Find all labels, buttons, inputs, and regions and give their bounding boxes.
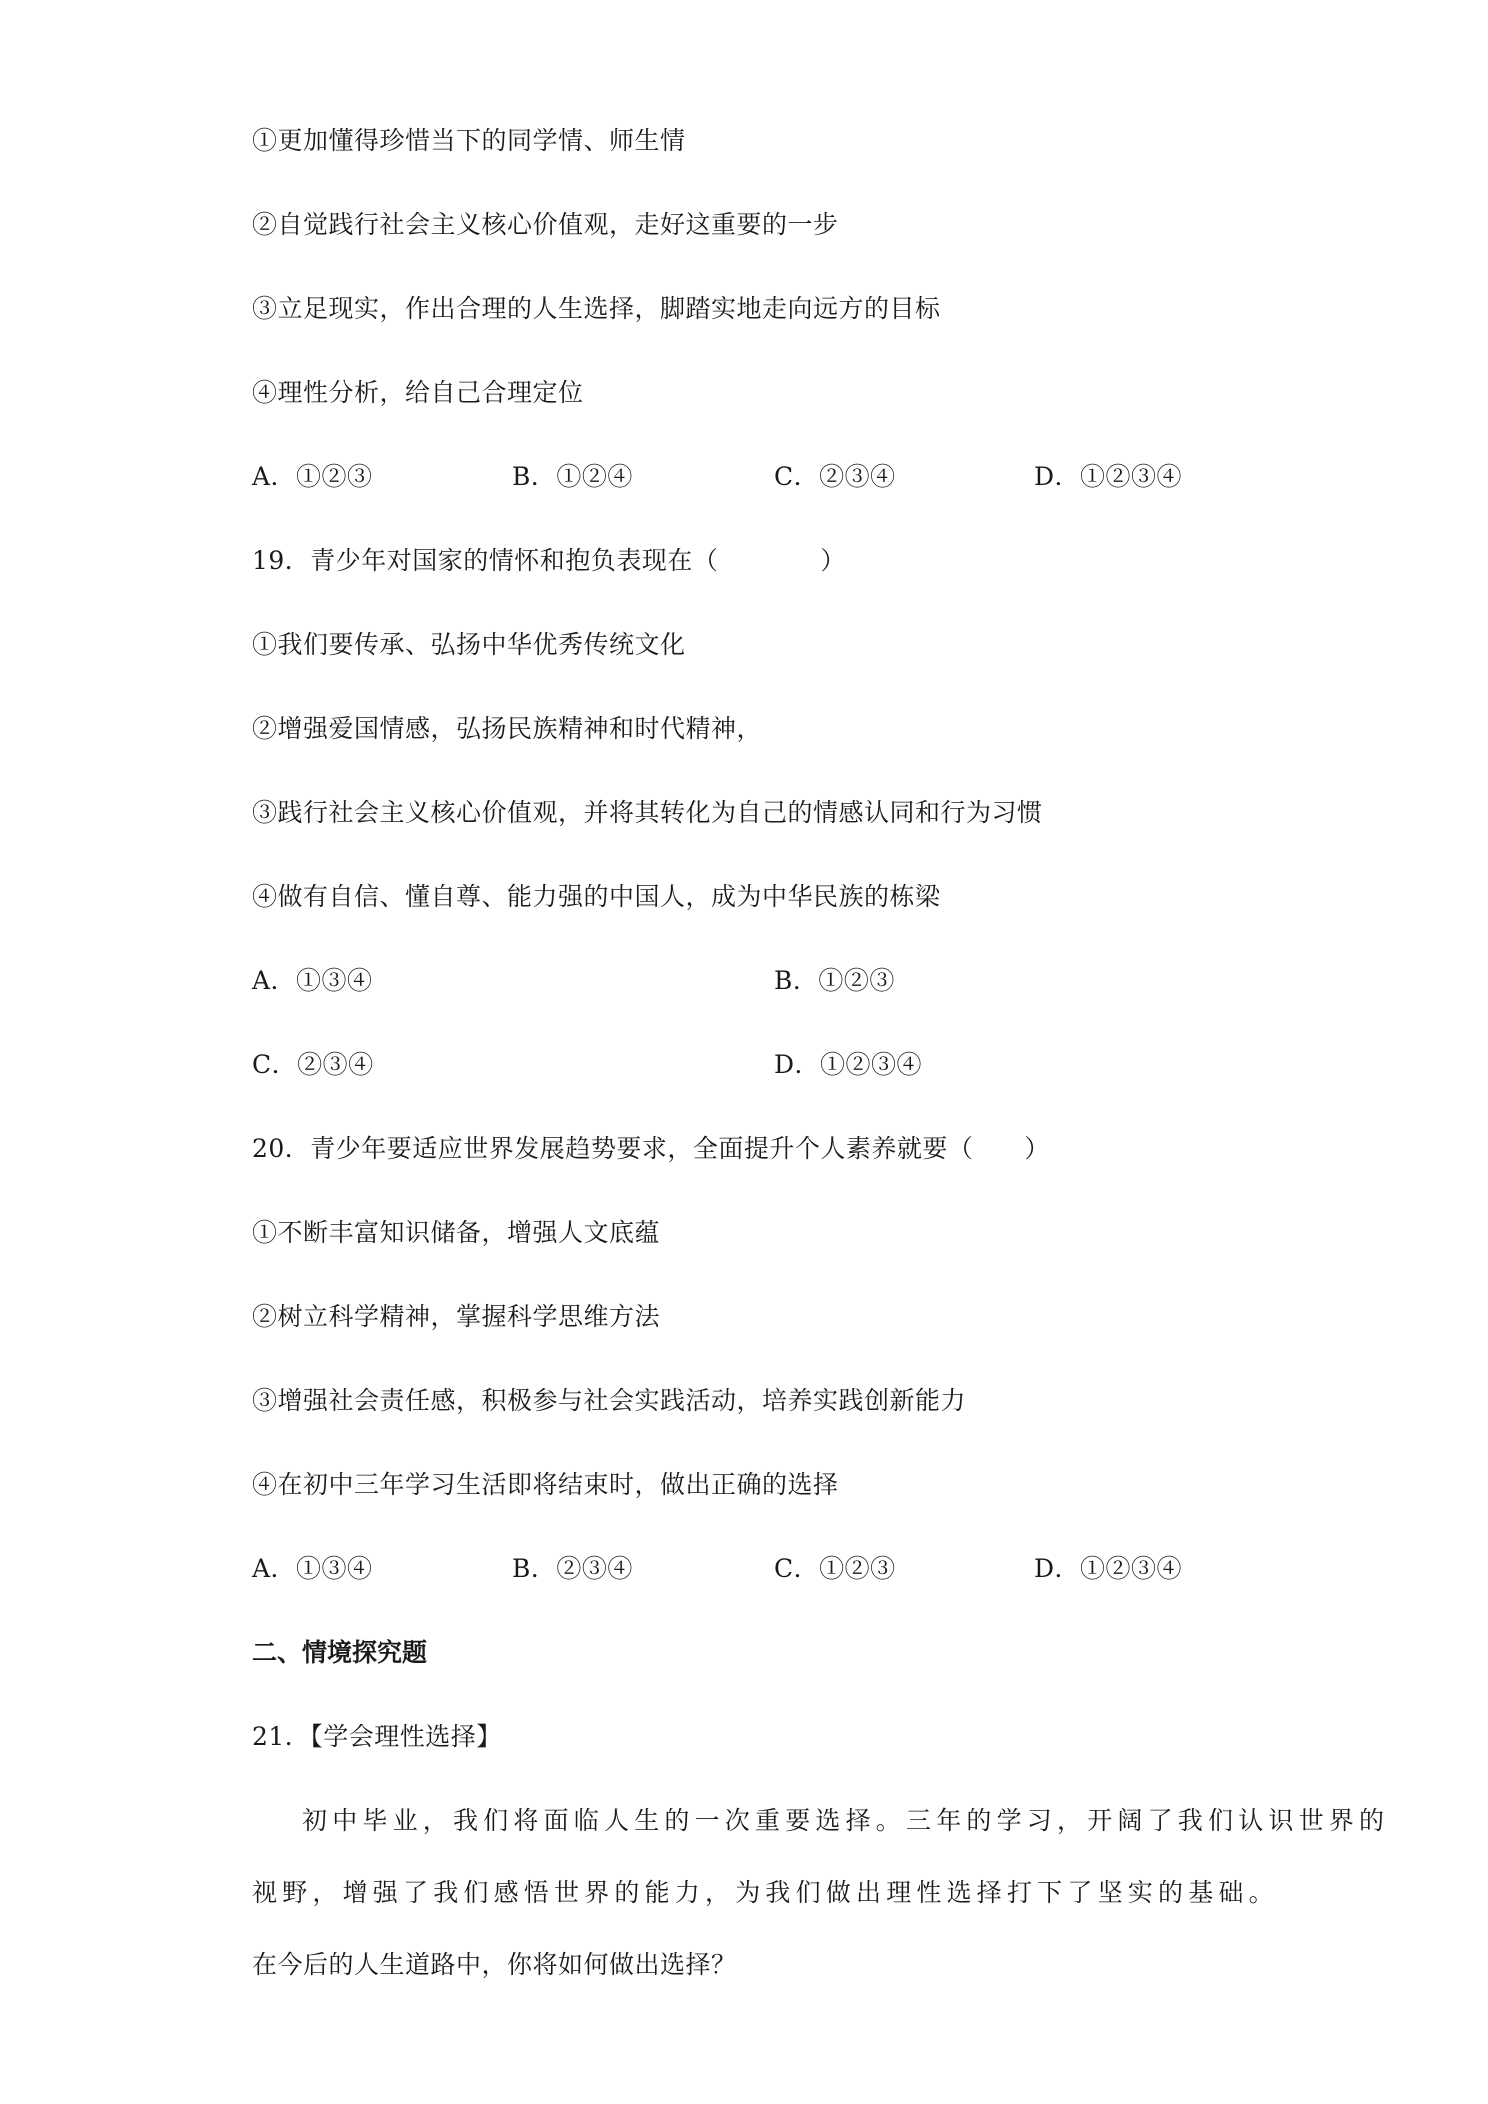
q18-item-3: ③立足现实，作出合理的人生选择，脚踏实地走向远方的目标	[252, 294, 941, 323]
q18-item-1: ①更加懂得珍惜当下的同学情、师生情	[252, 126, 686, 155]
q20-option-a: A．①③④	[252, 1554, 373, 1583]
q20-item-3: ③增强社会责任感，积极参与社会实践活动，培养实践创新能力	[252, 1386, 967, 1415]
q18-option-d: D．①②③④	[1034, 462, 1183, 491]
q21-paragraph-line-2: 视野，增强了我们感悟世界的能力，为我们做出理性选择打下了坚实的基础。	[252, 1878, 1279, 1907]
q19-item-4: ④做有自信、懂自尊、能力强的中国人，成为中华民族的栋梁	[252, 882, 941, 911]
q19-option-b: B．①②③	[774, 966, 895, 995]
q20-option-c: C．①②③	[774, 1554, 896, 1583]
q18-item-2: ②自觉践行社会主义核心价值观，走好这重要的一步	[252, 210, 839, 239]
q20-item-2: ②树立科学精神，掌握科学思维方法	[252, 1302, 661, 1331]
q19-item-1: ①我们要传承、弘扬中华优秀传统文化	[252, 630, 686, 659]
q20-stem: 20．青少年要适应世界发展趋势要求，全面提升个人素养就要（ ）	[252, 1134, 1050, 1163]
q19-option-c: C．②③④	[252, 1050, 374, 1079]
q18-item-4: ④理性分析，给自己合理定位	[252, 378, 584, 407]
q21-paragraph-line-1: 初中毕业，我们将面临人生的一次重要选择。三年的学习，开阔了我们认识世界的	[302, 1806, 1390, 1835]
q19-option-d: D．①②③④	[774, 1050, 923, 1079]
q18-option-b: B．①②④	[512, 462, 633, 491]
q20-option-d: D．①②③④	[1034, 1554, 1183, 1583]
q18-option-a: A．①②③	[252, 462, 373, 491]
q18-option-c: C．②③④	[774, 462, 896, 491]
q19-item-2: ②增强爱国情感，弘扬民族精神和时代精神，	[252, 714, 763, 743]
q19-option-a: A．①③④	[252, 966, 373, 995]
q19-item-3: ③践行社会主义核心价值观，并将其转化为自己的情感认同和行为习惯	[252, 798, 1043, 827]
q21-question: 在今后的人生道路中，你将如何做出选择？	[252, 1950, 737, 1979]
section-title: 二、情境探究题	[252, 1638, 428, 1667]
q20-option-b: B．②③④	[512, 1554, 633, 1583]
q19-stem: 19．青少年对国家的情怀和抱负表现在（ ）	[252, 546, 846, 575]
q21-stem: 21．【学会理性选择】	[252, 1722, 502, 1751]
q20-item-4: ④在初中三年学习生活即将结束时，做出正确的选择	[252, 1470, 839, 1499]
q20-item-1: ①不断丰富知识储备，增强人文底蕴	[252, 1218, 661, 1247]
